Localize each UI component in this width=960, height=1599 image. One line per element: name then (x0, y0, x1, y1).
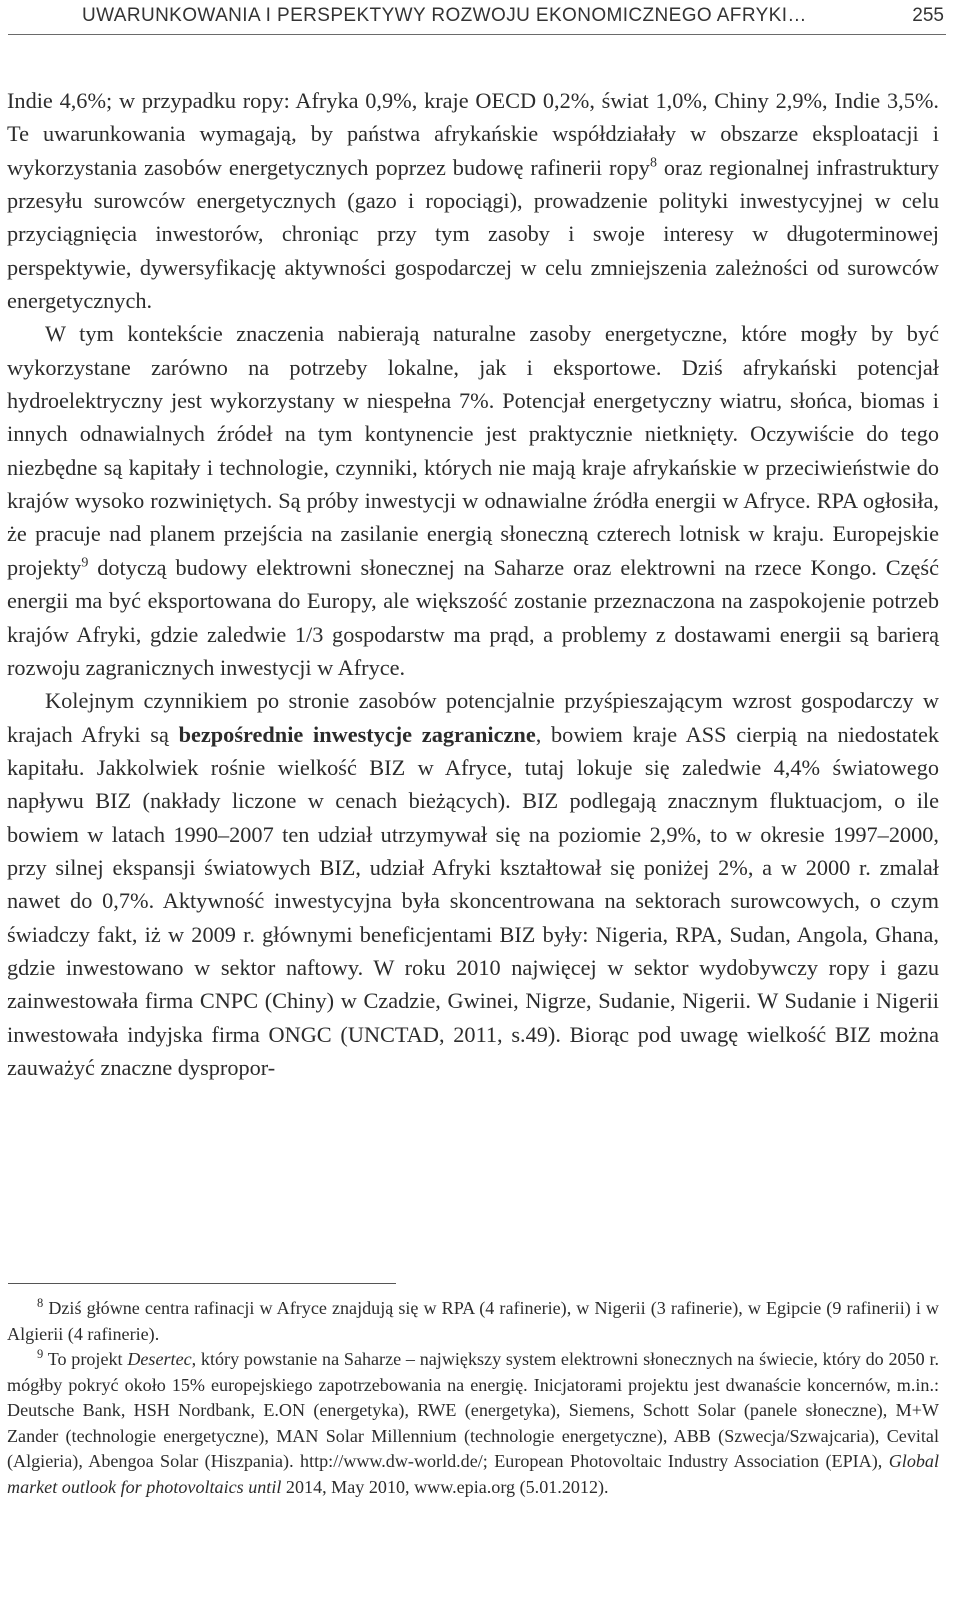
page-number: 255 (912, 5, 944, 26)
footnote-8 (7, 1296, 939, 1347)
footnote-9-italic-desertec: Desertec (127, 1349, 192, 1369)
paragraph-3 (7, 684, 939, 1084)
footnote-9-italic-report-title: Global market outlook for photovoltaics until (7, 1451, 939, 1497)
paragraph-1 (7, 84, 939, 317)
footnote-separator (8, 1283, 396, 1284)
footnote-ref-8[interactable]: 8 (649, 155, 657, 171)
paragraph-3-bold-term: bezpośrednie inwestycje zagraniczne (178, 721, 536, 747)
footnote-9-text-b: , który powstanie na Saharze – największy system elektrowni słonecznych na świecie, który do 2050 r. mógłby pokryć około 15% europejskiego zapotrzebowania na energię. Inicjatorami projektu jest dwanaście koncernów, m.in.: Deutsche Bank, HSH Nordbank, E.ON (energetyka), RWE (energetyka), Siemens, Schott Solar (panele słoneczne), M+W Zander (technologie energetyczne), MAN Solar Millennium (technologie energetyczne), ABB (Szwecja/Szwajcaria), Cevital (Algieria), Abengoa Solar (Hiszpania). http://www.dw-world.de/; European Photovoltaic Industry Association (EPIA), (7, 1349, 939, 1471)
footnote-9-text-a: To projekt (43, 1349, 128, 1369)
running-title: UWARUNKOWANIA I PERSPEKTYWY ROZWOJU EKONOMICZNEGO AFRYKI… (82, 5, 807, 26)
paragraph-3-text-a: Kolejnym czynnikiem po stronie zasobów potencjalnie przyśpieszającym wzrost gospodarczy w krajach Afryki są (7, 688, 939, 747)
footnote-9-text-c: 2014, May 2010, www.epia.org (5.01.2012). (281, 1476, 609, 1497)
footnote-8-mark: 8 (37, 1295, 44, 1310)
footnote-8-text: Dziś główne centra rafinacji w Afryce znajdują się w RPA (4 rafinerie), w Nigerii (3 rafinerie), w Egipcie (9 rafinerii) i w Algierii (4 rafinerie). (7, 1298, 939, 1344)
paragraph-1-text-b: oraz regionalnej infrastruktury przesyłu surowców energetycznych (gazo i ropociągi), prowadzenie polityki inwestycyjnej w celu przyciągnięcia inwestorów, chroniąc przy tym zasoby i swoje interesy w długoterminowej perspektywie, dywersyfikację aktywności gospodarczej w celu zmniejszenia zależności od surowców energetycznych. (7, 154, 939, 314)
paragraph-2-text-a: W tym kontekście znaczenia nabierają naturalne zasoby energetyczne, które mogły by być wykorzystane zarówno na potrzeby lokalne, jak i eksportowe. Dziś afrykański potencjał hydroelektryczny jest wykorzystany w niespełna 7%. Potencjał energetyczny wiatru, słońca, biomas i innych odnawialnych źródeł na tym kontynencie jest praktycznie nietknięty. Oczywiście do tego niezbędne są kapitały i technologie, czynniki, których nie mają kraje afrykańskie w przeciwieństwie do krajów wysoko rozwiniętych. Są próby inwestycji w odnawialne źródła energii w Afryce. RPA ogłosiła, że pracuje nad planem przejścia na zasilanie energią słoneczną czterech lotnisk w kraju. Europejskie projekty (7, 321, 939, 580)
paragraph-3-text-b: , bowiem kraje ASS cierpią na niedostatek kapitału. Jakkolwiek rośnie wielkość BIZ w Afryce, tutaj lokuje się zaledwie 4,4% światowego napływu BIZ (nakłady liczone w cenach bieżących). BIZ podlegają znacznym fluktuacjom, o ile bowiem w latach 1990–2007 ten udział utrzymywał się na poziomie 2,9%, to w okresie 1997–2000, przy silnej ekspansji światowych BIZ, udział Afryki kształtował się poniżej 2%, a w 2000 r. zmalał nawet do 0,7%. Aktywność inwestycyjna była skoncentrowana na sektorach surowcowych, o czym świadczy fakt, iż w 2009 r. głównymi beneficjentami BIZ były: Nigeria, RPA, Sudan, Angola, Ghana, gdzie inwestowano w sektor naftowy. W roku 2010 najwięcej w sektor wydobywczy ropy i gazu zainwestowała firma CNPC (Chiny) w Czadzie, Gwinei, Nigrze, Sudanie, Nigerii. W Sudanie i Nigerii inwestowała indyjska firma ONGC (UNCTAD, 2011, s.49). Biorąc pod uwagę wielkość BIZ można zauważyć znaczne dyspropor- (7, 721, 939, 1080)
footnotes (7, 1296, 939, 1500)
paragraph-2 (7, 317, 939, 684)
footnote-9 (7, 1347, 939, 1500)
paragraph-2-text-b: dotyczą budowy elektrowni słonecznej na Saharze oraz elektrowni na rzece Kongo. Część energii ma być eksportowana do Europy, ale większość zostanie przeznaczona na zaspokojenie potrzeb krajów Afryki, gdzie zaledwie 1/3 gospodarstw ma prąd, a problemy z dostawami energii są barierą rozwoju zagranicznych inwestycji w Afryce. (7, 554, 939, 680)
page-header (8, 4, 946, 35)
footnote-ref-9[interactable]: 9 (81, 555, 89, 571)
paragraph-1-text-a: Indie 4,6%; w przypadku ropy: Afryka 0,9%, kraje OECD 0,2%, świat 1,0%, Chiny 2,9%, Indie 3,5%. Te uwarunkowania wymagają, by państwa afrykańskie współdziałały w obszarze eksploatacji i wykorzystania zasobów energetycznych poprzez budowę rafinerii ropy (7, 88, 939, 180)
footnote-9-mark: 9 (37, 1346, 44, 1361)
main-text (7, 84, 939, 1084)
